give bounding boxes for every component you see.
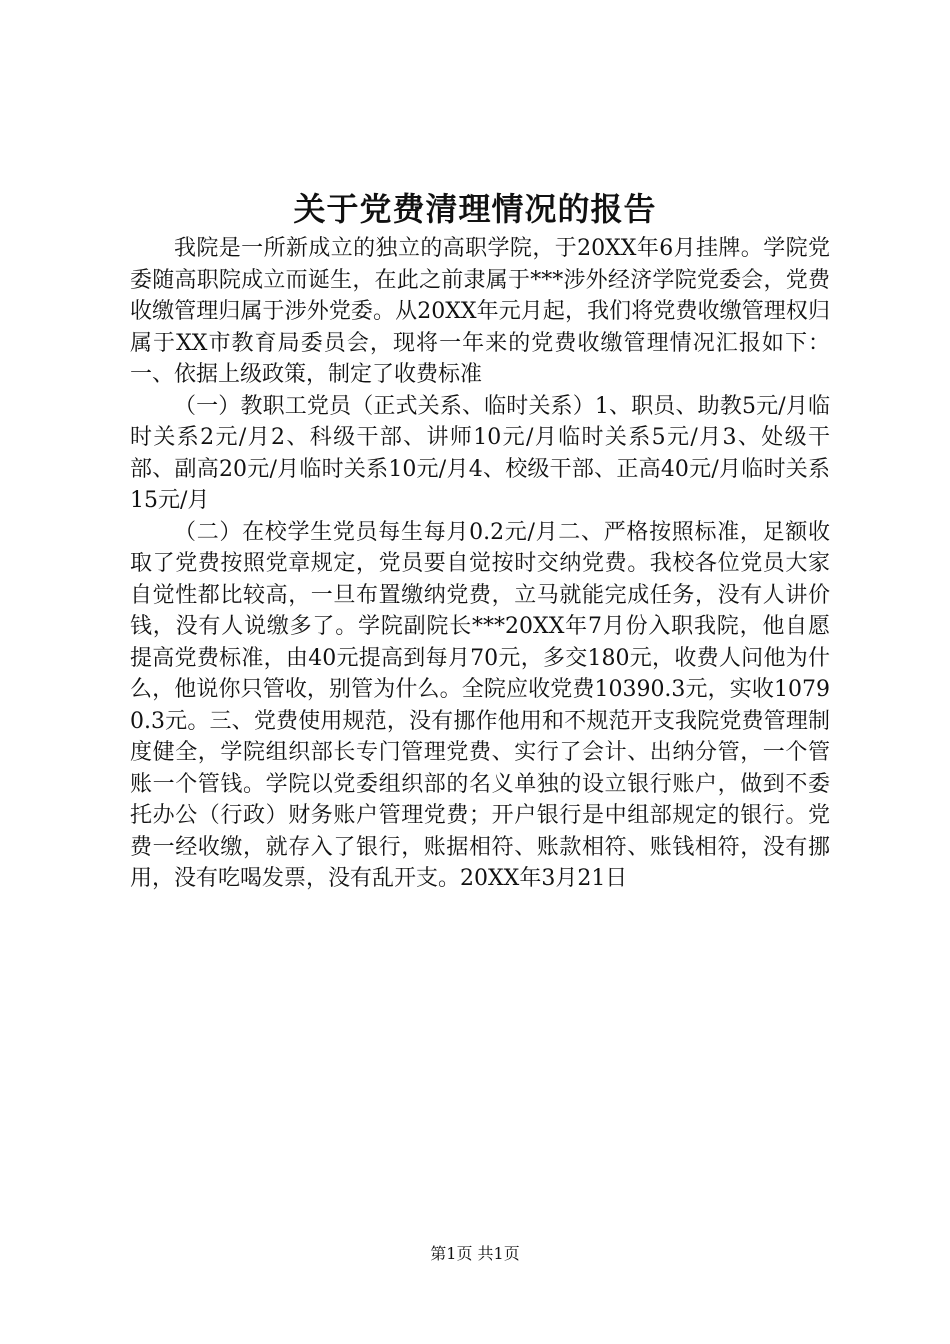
paragraph-staff-fees: （一）教职工党员（正式关系、临时关系）1、职员、助教5元/月临时关系2元/月2、科级干部、讲师10元/月临时关系5元/月3、处级干部、副高20元/月临时关系10元/月4、校级干部、正高40元/月临时关系15元/月 (130, 393, 830, 513)
page-footer: 第1页 共1页 (430, 1244, 520, 1263)
document-body (130, 233, 830, 895)
paragraph-intro: 我院是一所新成立的独立的高职学院，于20XX年6月挂牌。学院党委随高职院成立而诞生，在此之前隶属于***涉外经济学院党委会，党费收缴管理归属于涉外党委。从20XX年元月起，我们将党费收缴管理权归属于XX市教育局委员会，现将一年来的党费收缴管理情况汇报如下：一、依据上级政策，制定了收费标准 (130, 236, 830, 387)
document-title: 关于党费清理情况的报告 (293, 190, 657, 228)
paragraph-student-fees: （二）在校学生党员每生每月0.2元/月二、严格按照标准，足额收取了党费按照党章规定，党员要自觉按时交纳党费。我校各位党员大家自觉性都比较高，一旦布置缴纳党费，立马就能完成任务，没有人讲价钱，没有人说缴多了。学院副院长***20XX年7月份入职我院，他自愿提高党费标准，由40元提高到每月70元，多交180元，收费人问他为什么，他说你只管收，别管为什么。全院应收党费10390.3元，实收10790.3元。三、党费使用规范，没有挪作他用和不规范开支我院党费管理制度健全，学院组织部长专门管理党费、实行了会计、出纳分管，一个管账一个管钱。学院以党委组织部的名义单独的设立银行账户，做到不委托办公（行政）财务账户管理党费；开户银行是中组部规定的银行。党费一经收缴，就存入了银行，账据相符、账款相符、账钱相符，没有挪用，没有吃喝发票，没有乱开支。20XX年3月21日 (130, 519, 830, 891)
